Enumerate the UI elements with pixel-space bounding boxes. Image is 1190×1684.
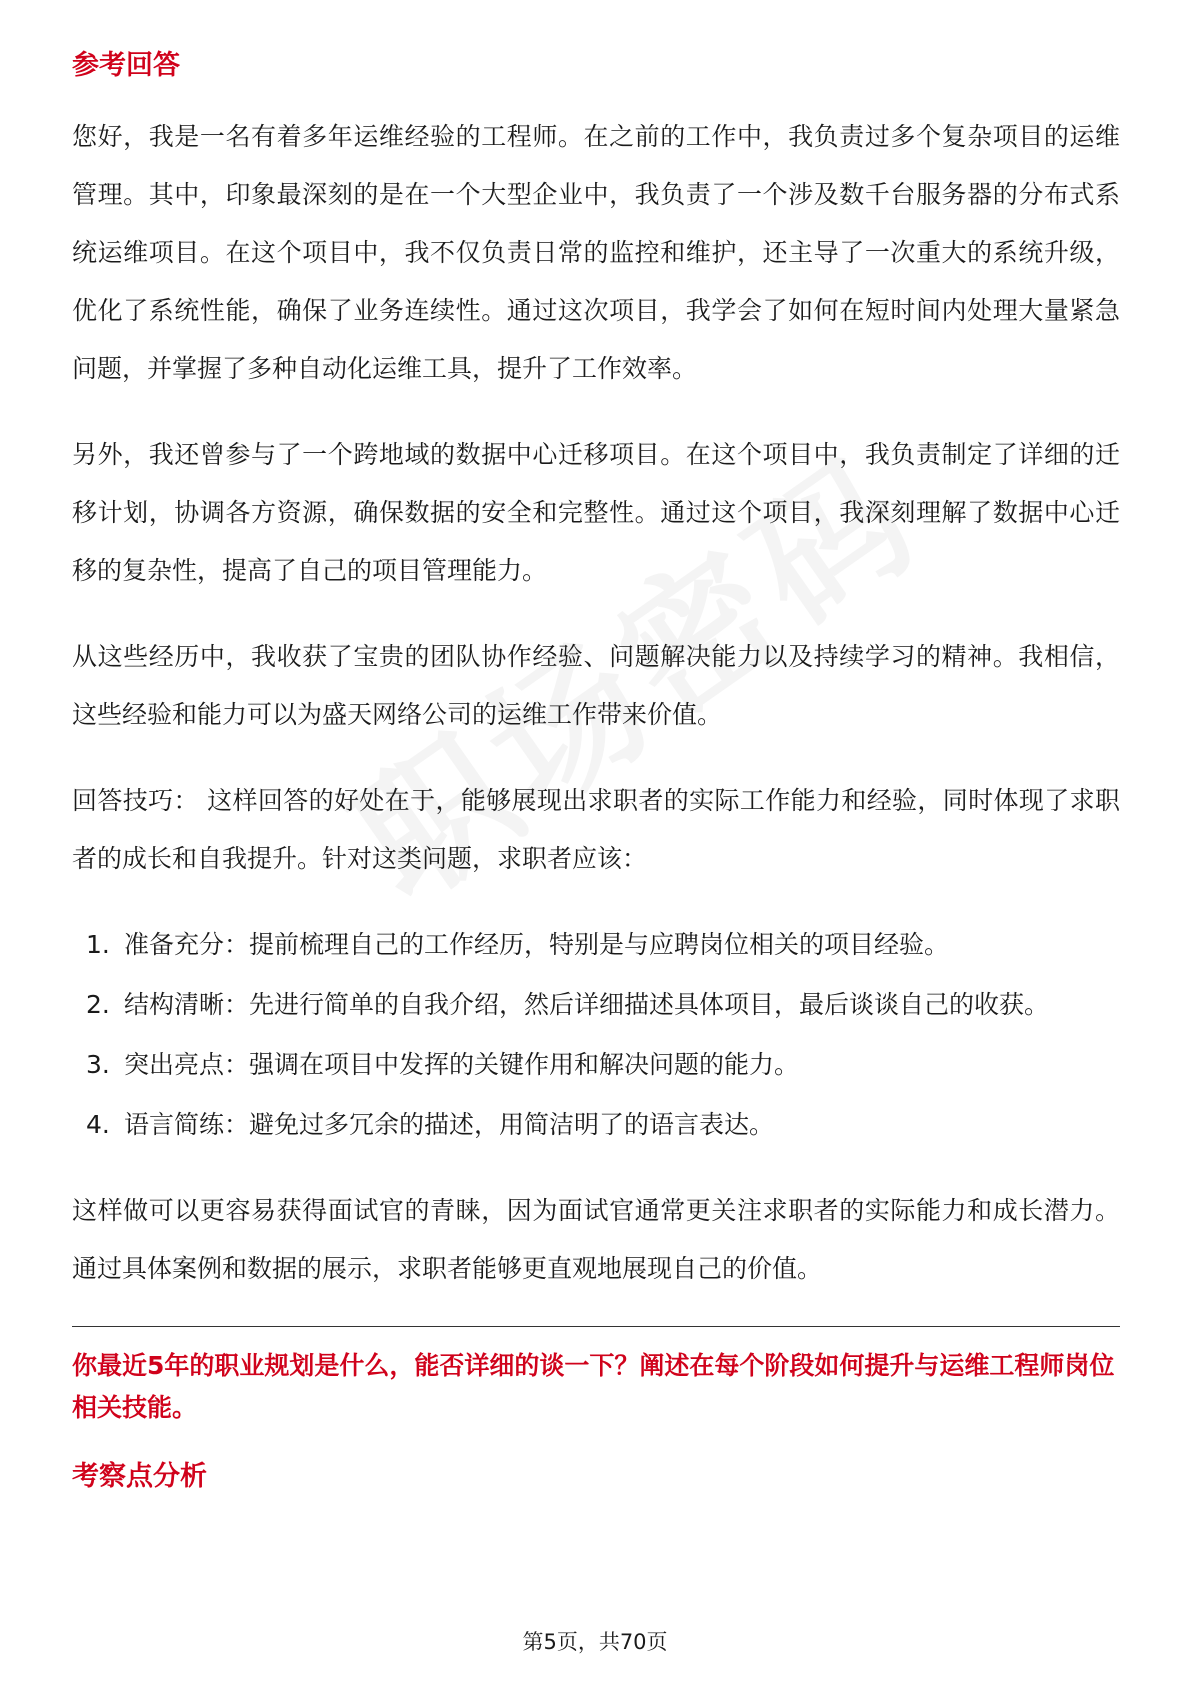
- list-item: [72, 976, 1120, 1034]
- analysis-heading: 考察点分析: [72, 1461, 207, 1492]
- tips-list: [72, 916, 1120, 1154]
- list-item-number: 4.: [86, 1110, 110, 1139]
- list-item-text: 语言简练：避免过多冗余的描述，用简洁明了的语言表达。: [124, 1110, 775, 1139]
- list-item: [72, 1036, 1120, 1094]
- closing-paragraph: 这样做可以更容易获得面试官的青睐，因为面试官通常更关注求职者的实际能力和成长潜力。通过具体案例和数据的展示，求职者能够更直观地展现自己的价值。: [72, 1196, 1120, 1283]
- list-item-number: 2.: [86, 990, 110, 1019]
- section-divider: [72, 1326, 1120, 1327]
- list-item-number: 1.: [86, 930, 110, 959]
- list-item: [72, 1096, 1120, 1154]
- answer-paragraph: 另外，我还曾参与了一个跨地域的数据中心迁移项目。在这个项目中，我负责制定了详细的迁移计划，协调各方资源，确保数据的安全和完整性。通过这个项目，我深刻理解了数据中心迁移的复杂性，提高了自己的项目管理能力。: [72, 440, 1120, 585]
- next-question: 你最近5年的职业规划是什么，能否详细的谈一下？阐述在每个阶段如何提升与运维工程师岗位相关技能。: [72, 1351, 1115, 1422]
- list-item: [72, 916, 1120, 974]
- page-number: 第5页，共70页: [522, 1630, 668, 1654]
- list-item-text: 结构清晰：先进行简单的自我介绍，然后详细描述具体项目，最后谈谈自己的收获。: [124, 990, 1050, 1019]
- list-item-text: 准备充分：提前梳理自己的工作经历，特别是与应聘岗位相关的项目经验。: [124, 930, 950, 959]
- list-item-number: 3.: [86, 1050, 110, 1079]
- answer-paragraph: 从这些经历中，我收获了宝贵的团队协作经验、问题解决能力以及持续学习的精神。我相信，这些经验和能力可以为盛天网络公司的运维工作带来价值。: [72, 642, 1120, 729]
- answer-paragraph: 您好，我是一名有着多年运维经验的工程师。在之前的工作中，我负责过多个复杂项目的运维管理。其中，印象最深刻的是在一个大型企业中，我负责了一个涉及数千台服务器的分布式系统运维项目。在这个项目中，我不仅负责日常的监控和维护，还主导了一次重大的系统升级，优化了系统性能，确保了业务连续性。通过这次项目，我学会了如何在短时间内处理大量紧急问题，并掌握了多种自动化运维工具，提升了工作效率。: [72, 122, 1120, 383]
- answer-tips-intro: 回答技巧： 这样回答的好处在于，能够展现出求职者的实际工作能力和经验，同时体现了求职者的成长和自我提升。针对这类问题，求职者应该：: [72, 786, 1120, 873]
- list-item-text: 突出亮点：强调在项目中发挥的关键作用和解决问题的能力。: [124, 1050, 800, 1079]
- reference-answer-heading: 参考回答: [72, 50, 180, 81]
- document-page: [72, 46, 1120, 1519]
